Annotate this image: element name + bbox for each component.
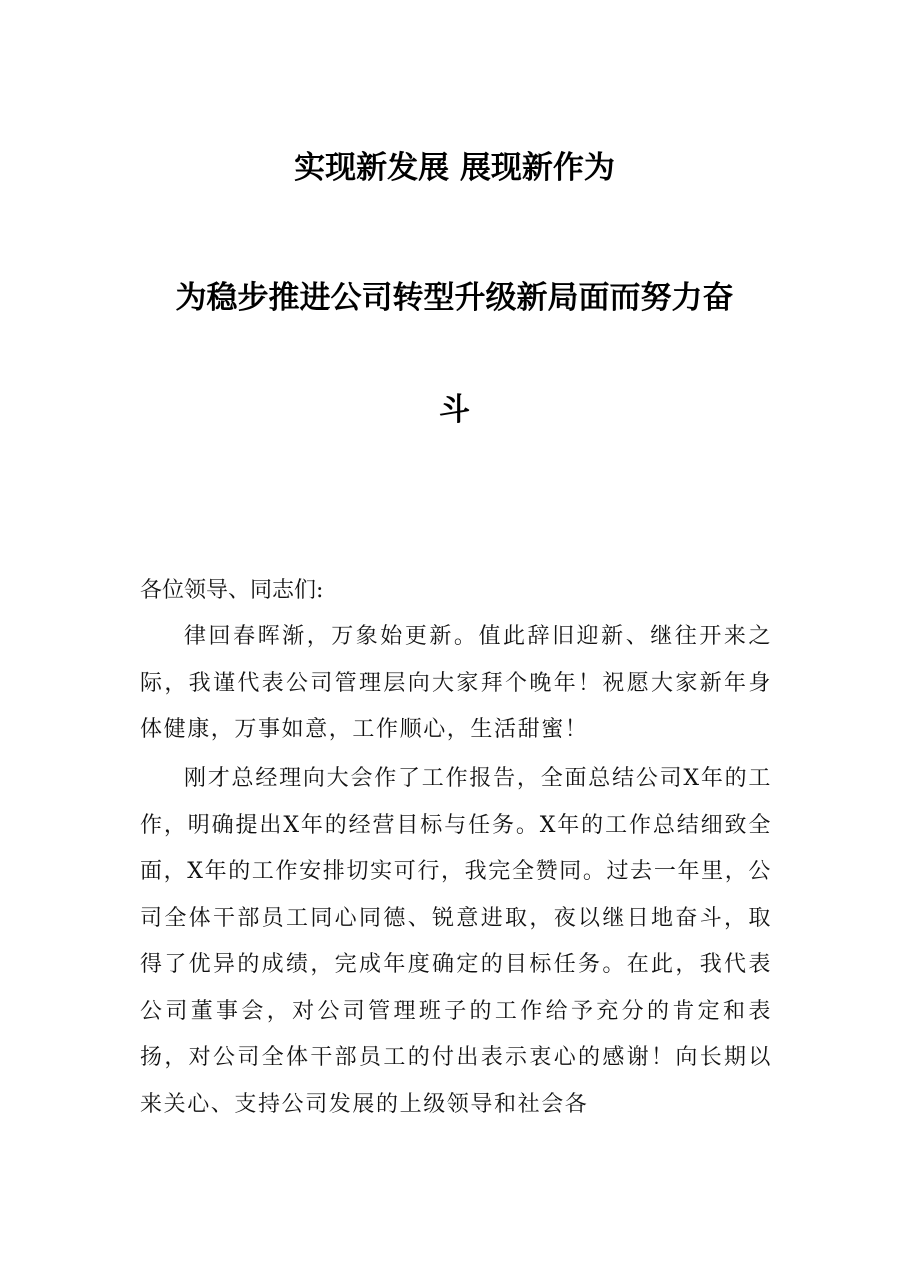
title-line-3: 斗 bbox=[439, 392, 470, 428]
title-line-1: 实现新发展 展现新作为 bbox=[294, 150, 615, 186]
paragraph-1: 律回春晖渐，万象始更新。值此辞旧迎新、继往开来之际，我谨代表公司管理层向大家拜个晚年！祝愿大家新年身体健康，万事如意，工作顺心，生活甜蜜！ bbox=[140, 624, 772, 742]
paragraph-2: 刚才总经理向大会作了工作报告，全面总结公司X年的工作，明确提出X年的经营目标与任务。X年的工作总结细致全面，X年的工作安排切实可行，我完全赞同。过去一年里，公司全体干部员工同心同德、锐意进取，夜以继日地奋斗，取得了优异的成绩，完成年度确定的目标任务。在此，我代表公司董事会，对公司管理班子的工作给予充分的肯定和表扬，对公司全体干部员工的付出表示衷心的感谢！向长期以来关心、支持公司发展的上级领导和社会各 bbox=[140, 766, 772, 1117]
title-line-2: 为稳步推进公司转型升级新局面而努力奋 bbox=[175, 280, 734, 316]
salutation: 各位领导、同志们: bbox=[140, 578, 324, 603]
